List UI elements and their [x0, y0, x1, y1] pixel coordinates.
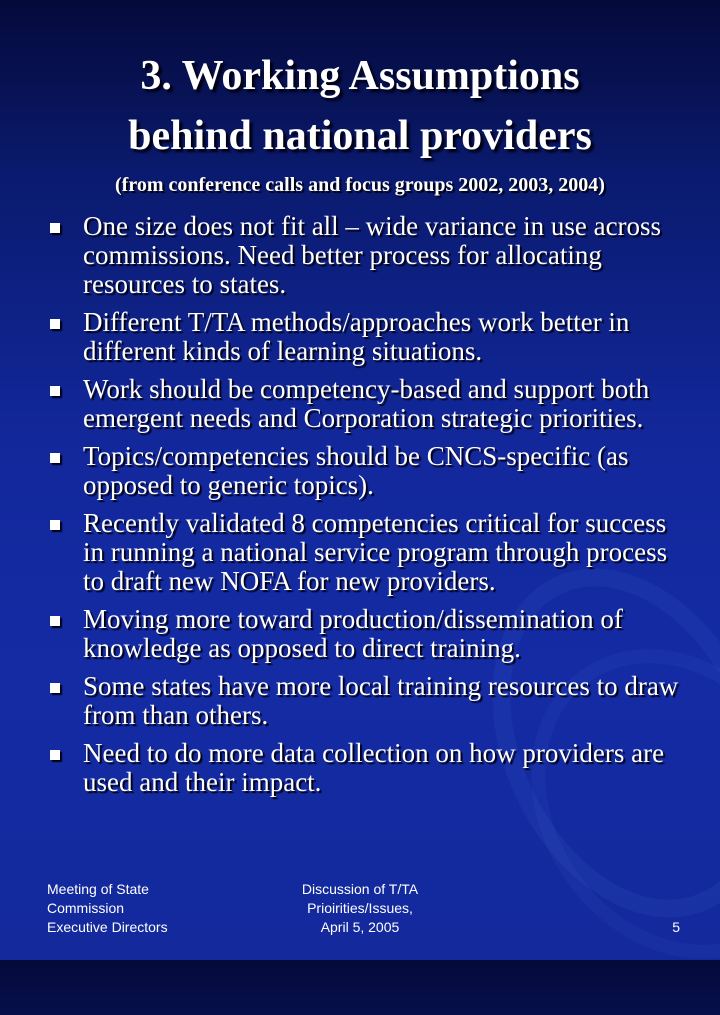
- footer-line: [640, 899, 680, 918]
- footer-line: Commission: [47, 900, 125, 916]
- footer-line: Prioirities/Issues,: [307, 900, 413, 916]
- footer-line: [640, 880, 680, 899]
- title-line: 3. Working Assumptions: [140, 53, 580, 99]
- footer-line: Discussion of T/TA: [301, 881, 419, 897]
- bullet-item: [46, 739, 686, 797]
- bullet-item: [46, 509, 686, 596]
- bullet-item: [46, 212, 686, 299]
- bullet-text: Topics/competencies should be CNCS-specific (as opposed to generic topics).: [83, 441, 629, 500]
- page-number: 5: [672, 919, 680, 935]
- footer-line: Executive Directors: [47, 919, 168, 935]
- footer-meeting-info: [47, 880, 247, 937]
- bullet-item: [46, 672, 686, 730]
- square-bullet-icon: [50, 319, 60, 329]
- footer-line: Meeting of State: [47, 881, 149, 897]
- bullet-text: Moving more toward production/dissemination of knowledge as opposed to direct training.: [83, 604, 623, 663]
- bullet-list: [46, 212, 686, 806]
- square-bullet-icon: [50, 750, 60, 760]
- slide-subtitle: (from conference calls and focus groups 2002, 2003, 2004): [115, 174, 605, 196]
- bullet-text: Some states have more local training resources to draw from than others.: [83, 671, 679, 730]
- bullet-item: [46, 308, 686, 366]
- bullet-text: Work should be competency-based and support both emergent needs and Corporation strategic priorities.: [83, 374, 650, 433]
- slide-title: [0, 46, 720, 166]
- footer-line: April 5, 2005: [320, 919, 400, 935]
- square-bullet-icon: [50, 520, 60, 530]
- square-bullet-icon: [50, 683, 60, 693]
- square-bullet-icon: [50, 453, 60, 463]
- bullet-item: [46, 442, 686, 500]
- bullet-text: One size does not fit all – wide variance in use across commissions. Need better process for allocating resources to states.: [83, 211, 662, 299]
- bullet-item: [46, 375, 686, 433]
- bullet-item: [46, 605, 686, 663]
- square-bullet-icon: [50, 386, 60, 396]
- bullet-text: Need to do more data collection on how providers are used and their impact.: [83, 738, 665, 797]
- square-bullet-icon: [50, 616, 60, 626]
- title-line: behind national providers: [128, 113, 592, 159]
- footer-discussion-info: [260, 880, 460, 937]
- slide-number: [640, 880, 680, 937]
- bullet-text: Recently validated 8 competencies critical for success in running a national service program through process to draft new NOFA for new providers.: [83, 508, 668, 596]
- square-bullet-icon: [50, 223, 60, 233]
- bullet-text: Different T/TA methods/approaches work better in different kinds of learning situations.: [83, 307, 630, 366]
